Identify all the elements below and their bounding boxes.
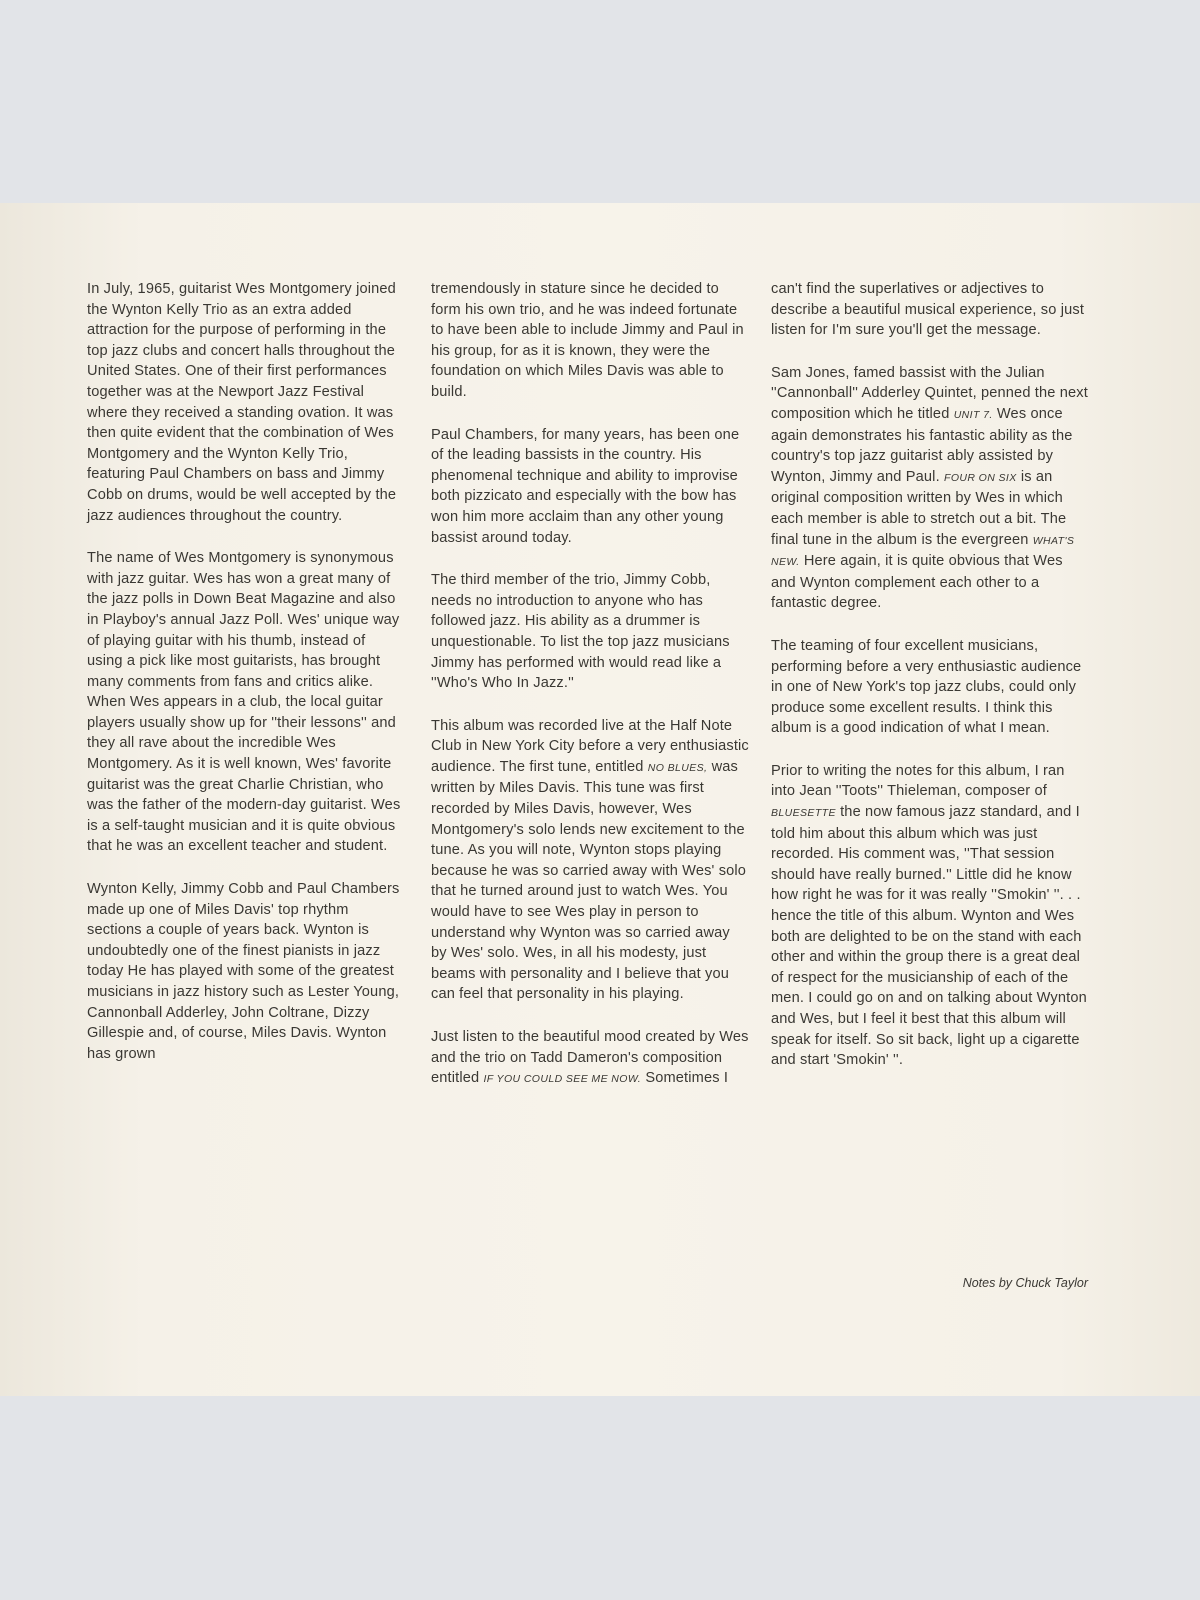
paragraph: Paul Chambers, for many years, has been one of the leading bassists in the country. His phenomenal technique and ability to improvise both pizzicato and especially with the bow has won him more acclaim than any other young bassist around today. (431, 426, 740, 546)
song-title: WHAT'S NEW. (771, 534, 1075, 569)
liner-notes-page (0, 203, 1200, 1396)
paragraph (771, 761, 1089, 1071)
text-span: Just listen to the beautiful mood created by Wes and the trio on Tadd Dameron's composition entitled (431, 1029, 749, 1087)
paragraph: tremendously in stature since he decided to form his own trio, and he was indeed fortunate to have been able to include Jimmy and Paul in his group, for as it is known, they were the foundation on which Miles Davis was able to build. (431, 281, 744, 400)
paragraph: In July, 1965, guitarist Wes Montgomery joined the Wynton Kelly Trio as an extra added attraction for the purpose of performing in the top jazz clubs and concert halls throughout the United States. One of their first performances together was at the Newport Jazz Festival where they received a standing ovation. It was then quite evident that the combination of Wes Montgomery and the Wynton Kelly Trio, featuring Paul Chambers on bass and Jimmy Cobb on drums, would be well accepted by the jazz audiences throughout the country. (87, 281, 397, 524)
text-span: the now famous jazz standard, and I told him about this album which was just recorded. His comment was, ''That session should have really burned.'' Little did he know how right he was for it was really ''Smokin' ''. . . hence the title of this album. Wynton and Wes both are delighted to be on the stand with each other and within the group there is a great deal of respect for the musicianship of each of the men. I could go on and on talking about Wynton and Wes, but I feel it best that this album will speak for itself. So sit back, light up a cigarette and start 'Smokin' ''. (771, 804, 1087, 1069)
text-span: was written by Miles Davis. This tune was first recorded by Miles Davis, however, Wes Montgomery's solo lends new excitement to the tune. As you will note, Wynton stops playing because he was so carried away with Wes' solo that he turned around just to watch Wes. You would have to see Wes play in person to understand why Wynton was so carried away by Wes' solo. Wes, in all his modesty, just beams with personality and I believe that you can feel that personality in his playing. (431, 758, 747, 1003)
text-span: Here again, it is quite obvious that Wes and Wynton complement each other to a fantastic degree. (771, 553, 1063, 612)
text-span: is an original composition written by Wes in which each member is able to stretch out a bit. The final tune in the album is the evergreen (771, 468, 1067, 548)
paragraph (431, 716, 749, 1005)
paragraph: Wynton Kelly, Jimmy Cobb and Paul Chambers made up one of Miles Davis' top rhythm sections a couple of years back. Wynton is undoubtedly one of the finest pianists in jazz today He has played with some of the greatest musicians in jazz history such as Lester Young, Cannonball Adderley, John Coltrane, Dizzy Gillespie and, of course, Miles Davis. Wynton has grown (87, 881, 400, 1062)
column-3 (771, 279, 1089, 1093)
paragraph: can't find the superlatives or adjectives to describe a beautiful musical experience, so just listen for I'm sure you'll get the message. (771, 281, 1085, 339)
text-span: Sometimes I (645, 1070, 729, 1087)
text-span: This album was recorded live at the Half Note Club in New York City before a very enthusiastic audience. The first tune, entitled (431, 717, 749, 775)
paragraph: The name of Wes Montgomery is synonymous with jazz guitar. Wes has won a great many of the jazz polls in Down Beat Magazine and also in Playboy's annual Jazz Poll. Wes' unique way of playing guitar with his thumb, instead of using a pick like most guitarists, has brought many comments from fans and critics alike. When Wes appears in a club, the local guitar players usually show up for ''their lessons'' and they all rave about the incredible Wes Montgomery. As it is well known, Wes' favorite guitarist was the great Charlie Christian, who was the father of the modern-day guitarist. Wes is a self-taught musician and it is quite obvious that he was an excellent teacher and student. (87, 550, 401, 855)
song-title: IF YOU COULD SEE ME NOW. (483, 1073, 642, 1086)
song-title: FOUR ON SIX (944, 471, 1017, 484)
paragraph (431, 1027, 749, 1090)
text-span: Wes once again demonstrates his fantastic ability as the country's top jazz guitarist ably assisted by Wynton, Jimmy and Paul. (771, 405, 1073, 485)
song-title: NO BLUES, (647, 761, 708, 774)
text-span: Prior to writing the notes for this album, I ran into Jean ''Toots'' Thieleman, composer of (771, 762, 1065, 800)
song-title: UNIT 7. (953, 408, 993, 421)
column-2 (431, 279, 749, 1112)
song-title: BLUESETTE (771, 807, 836, 820)
paragraph: The third member of the trio, Jimmy Cobb, needs no introduction to anyone who has followed jazz. His ability as a drummer is unquestionable. To list the top jazz musicians Jimmy has performed with would read like a ''Who's Who In Jazz.'' (431, 572, 730, 692)
paragraph: The teaming of four excellent musicians, performing before a very enthusiastic audience in one of New York's top jazz clubs, could only produce some excellent results. I think this album is a good indication of what I mean. (771, 637, 1082, 737)
column-1 (87, 279, 405, 1086)
notes-credit: Notes by Chuck Taylor (962, 1276, 1088, 1290)
paragraph (771, 363, 1089, 614)
text-span: Sam Jones, famed bassist with the Julian ''Cannonball'' Adderley Quintet, penned the next composition which he titled (771, 364, 1088, 422)
